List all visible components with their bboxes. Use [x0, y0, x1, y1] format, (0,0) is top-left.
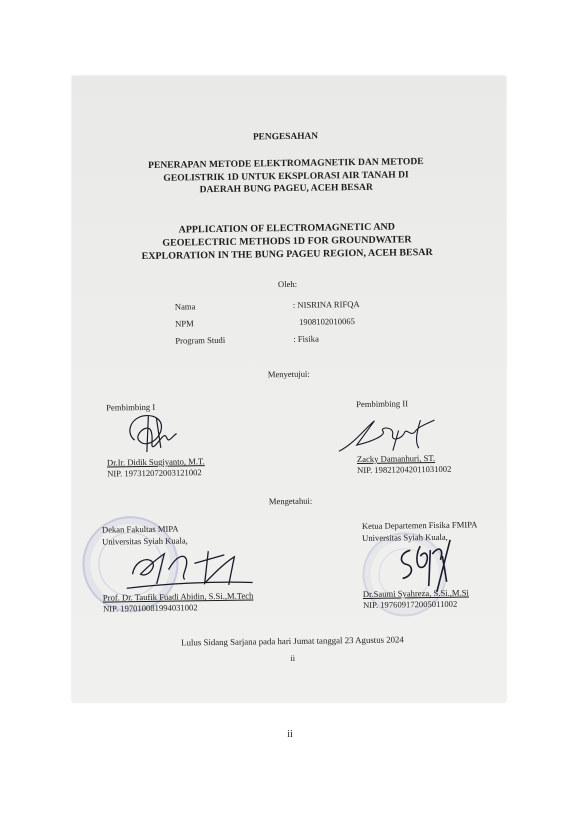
dekan-university: Universitas Syiah Kuala, — [102, 535, 188, 547]
ketua-role: Ketua Departemen Fisika FMIPA — [361, 519, 478, 531]
pembimbing2-role: Pembimbing II — [356, 398, 409, 410]
approval-sheet — [72, 76, 506, 702]
title-id-line: PENERAPAN METODE ELEKTROMAGNETIK DAN METODE — [147, 156, 424, 171]
prodi-label: Program Studi — [175, 334, 226, 346]
heading: PENGESAHAN — [252, 131, 319, 143]
title-english — [72, 219, 504, 264]
prodi-value: : Fisika — [293, 333, 319, 344]
signature-pembimbing1 — [120, 409, 191, 458]
dekan-name: Prof. Dr. Taufik Fuadi Abidin, S.Si.,M.Tech — [102, 590, 254, 603]
nama-value: : NISRINA RIFQA — [292, 299, 360, 310]
mengetahui-label: Mengetahui: — [268, 495, 313, 507]
scanned-page — [72, 76, 506, 702]
pembimbing1-name: Dr.Ir. Didik Sugiyanto, M.T. — [106, 456, 205, 468]
signature-dekan — [124, 543, 255, 595]
ketua-nip: NIP. 197609172005011002 — [362, 598, 458, 610]
npm-value: 1908102010065 — [298, 316, 355, 327]
pembimbing2-nip: NIP. 198212042011031002 — [357, 463, 452, 476]
inner-page-number: ii — [290, 653, 296, 664]
pembimbing1-role: Pembimbing I — [106, 401, 156, 413]
title-id-line: GEOLISTRIK 1D UNTUK EKSPLORASI AIR TANAH DI — [163, 168, 409, 184]
page-number: ii — [287, 729, 293, 740]
npm-label: NPM — [175, 318, 194, 329]
title-en-line: GEOELECTRIC METHODS 1D FOR GROUNDWATER — [162, 234, 412, 249]
title-en-line: APPLICATION OF ELECTROMAGNETIC AND — [178, 221, 396, 236]
menyetujui-label: Menyetujui: — [267, 368, 310, 380]
nama-label: Nama — [174, 301, 196, 312]
title-indonesian — [72, 155, 503, 199]
graduation-statement: Lulus Sidang Sarjana pada hari Jumat tanggal 23 Agustus 2024 — [181, 634, 404, 648]
title-en-line: EXPLORATION IN THE BUNG PAGEU REGION, ACEH BESAR — [141, 246, 433, 263]
dekan-nip: NIP. 197010081994031002 — [102, 602, 198, 614]
oleh-label: Oleh: — [277, 278, 298, 290]
pembimbing2-name: Zacky Damanhuri, ST. — [356, 452, 436, 465]
title-id-line: DAERAH BUNG PAGEU, ACEH BESAR — [199, 181, 373, 196]
signature-pembimbing2 — [334, 414, 445, 456]
dekan-role: Dekan Fakultas MIPA — [101, 523, 179, 535]
ketua-name: Dr.Saumi Syahreza, S.Si.,M.Si — [362, 587, 469, 599]
pembimbing1-nip: NIP. 197312072003121002 — [107, 467, 202, 479]
ketua-university: Universitas Syiah Kuala, — [362, 531, 448, 543]
